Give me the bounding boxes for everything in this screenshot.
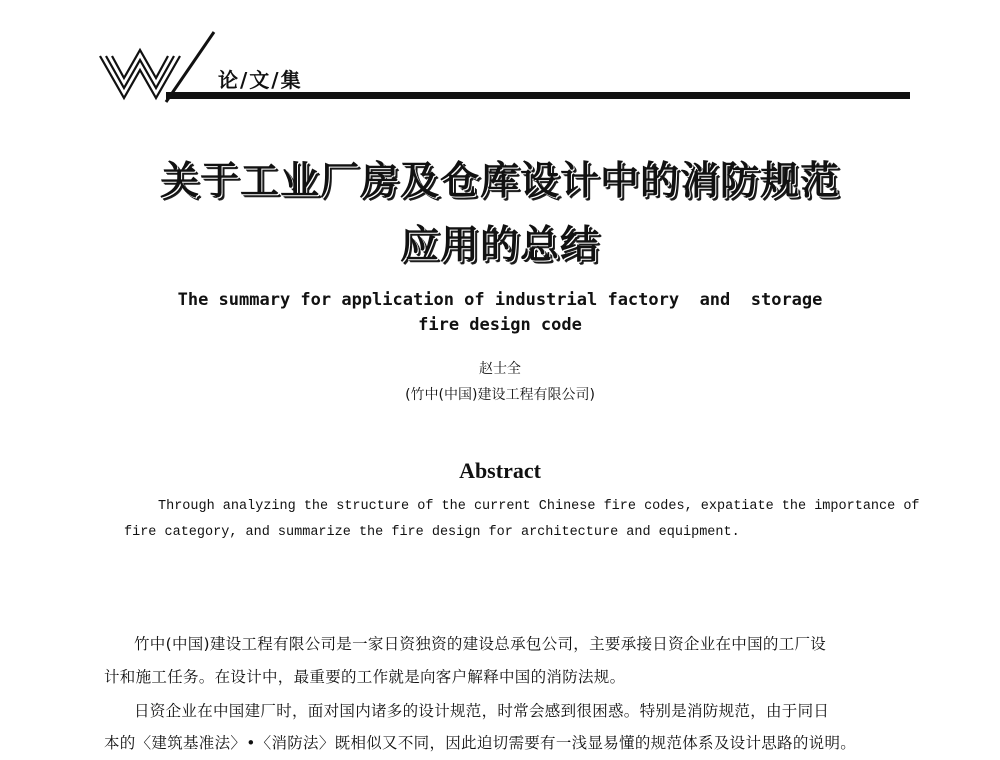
title-zh-line-2: 应用的总结 bbox=[399, 223, 600, 268]
author-name: 赵士全 bbox=[479, 361, 521, 377]
body-paragraph-1-line-2: 计和施工任务。在设计中，最重要的工作就是向客户解释中国的消防法规。 bbox=[104, 668, 626, 686]
author-affiliation: (竹中(中国)建设工程有限公司) bbox=[405, 387, 595, 403]
header-rule bbox=[166, 92, 910, 99]
abstract-text-line-2: fire category, and summarize the fire design for architecture and equipment. bbox=[124, 525, 740, 540]
section-label: 论/文/集 bbox=[218, 68, 303, 92]
title-en-line-2: fire design code bbox=[418, 315, 582, 335]
body-paragraph-2-line-2: 本的〈建筑基准法〉•〈消防法〉既相似又不同，因此迫切需要有一浅显易懂的规范体系及设计思路的说明。 bbox=[104, 734, 857, 752]
abstract-heading: Abstract bbox=[459, 458, 541, 483]
abstract-text-line-1: Through analyzing the structure of the current Chinese fire codes, expatiate the importance of bbox=[158, 499, 920, 514]
title-zh-line-1: 关于工业厂房及仓库设计中的消防规范 bbox=[159, 159, 840, 204]
body-paragraph-2-line-1: 日资企业在中国建厂时，面对国内诸多的设计规范，时常会感到很困惑。特别是消防规范，由于同日 bbox=[134, 702, 830, 720]
title-en-line-1: The summary for application of industrial factory and storage bbox=[177, 290, 823, 310]
body-paragraph-1-line-1: 竹中(中国)建设工程有限公司是一家日资独资的建设总承包公司，主要承接日资企业在中国的工厂设 bbox=[134, 635, 827, 653]
